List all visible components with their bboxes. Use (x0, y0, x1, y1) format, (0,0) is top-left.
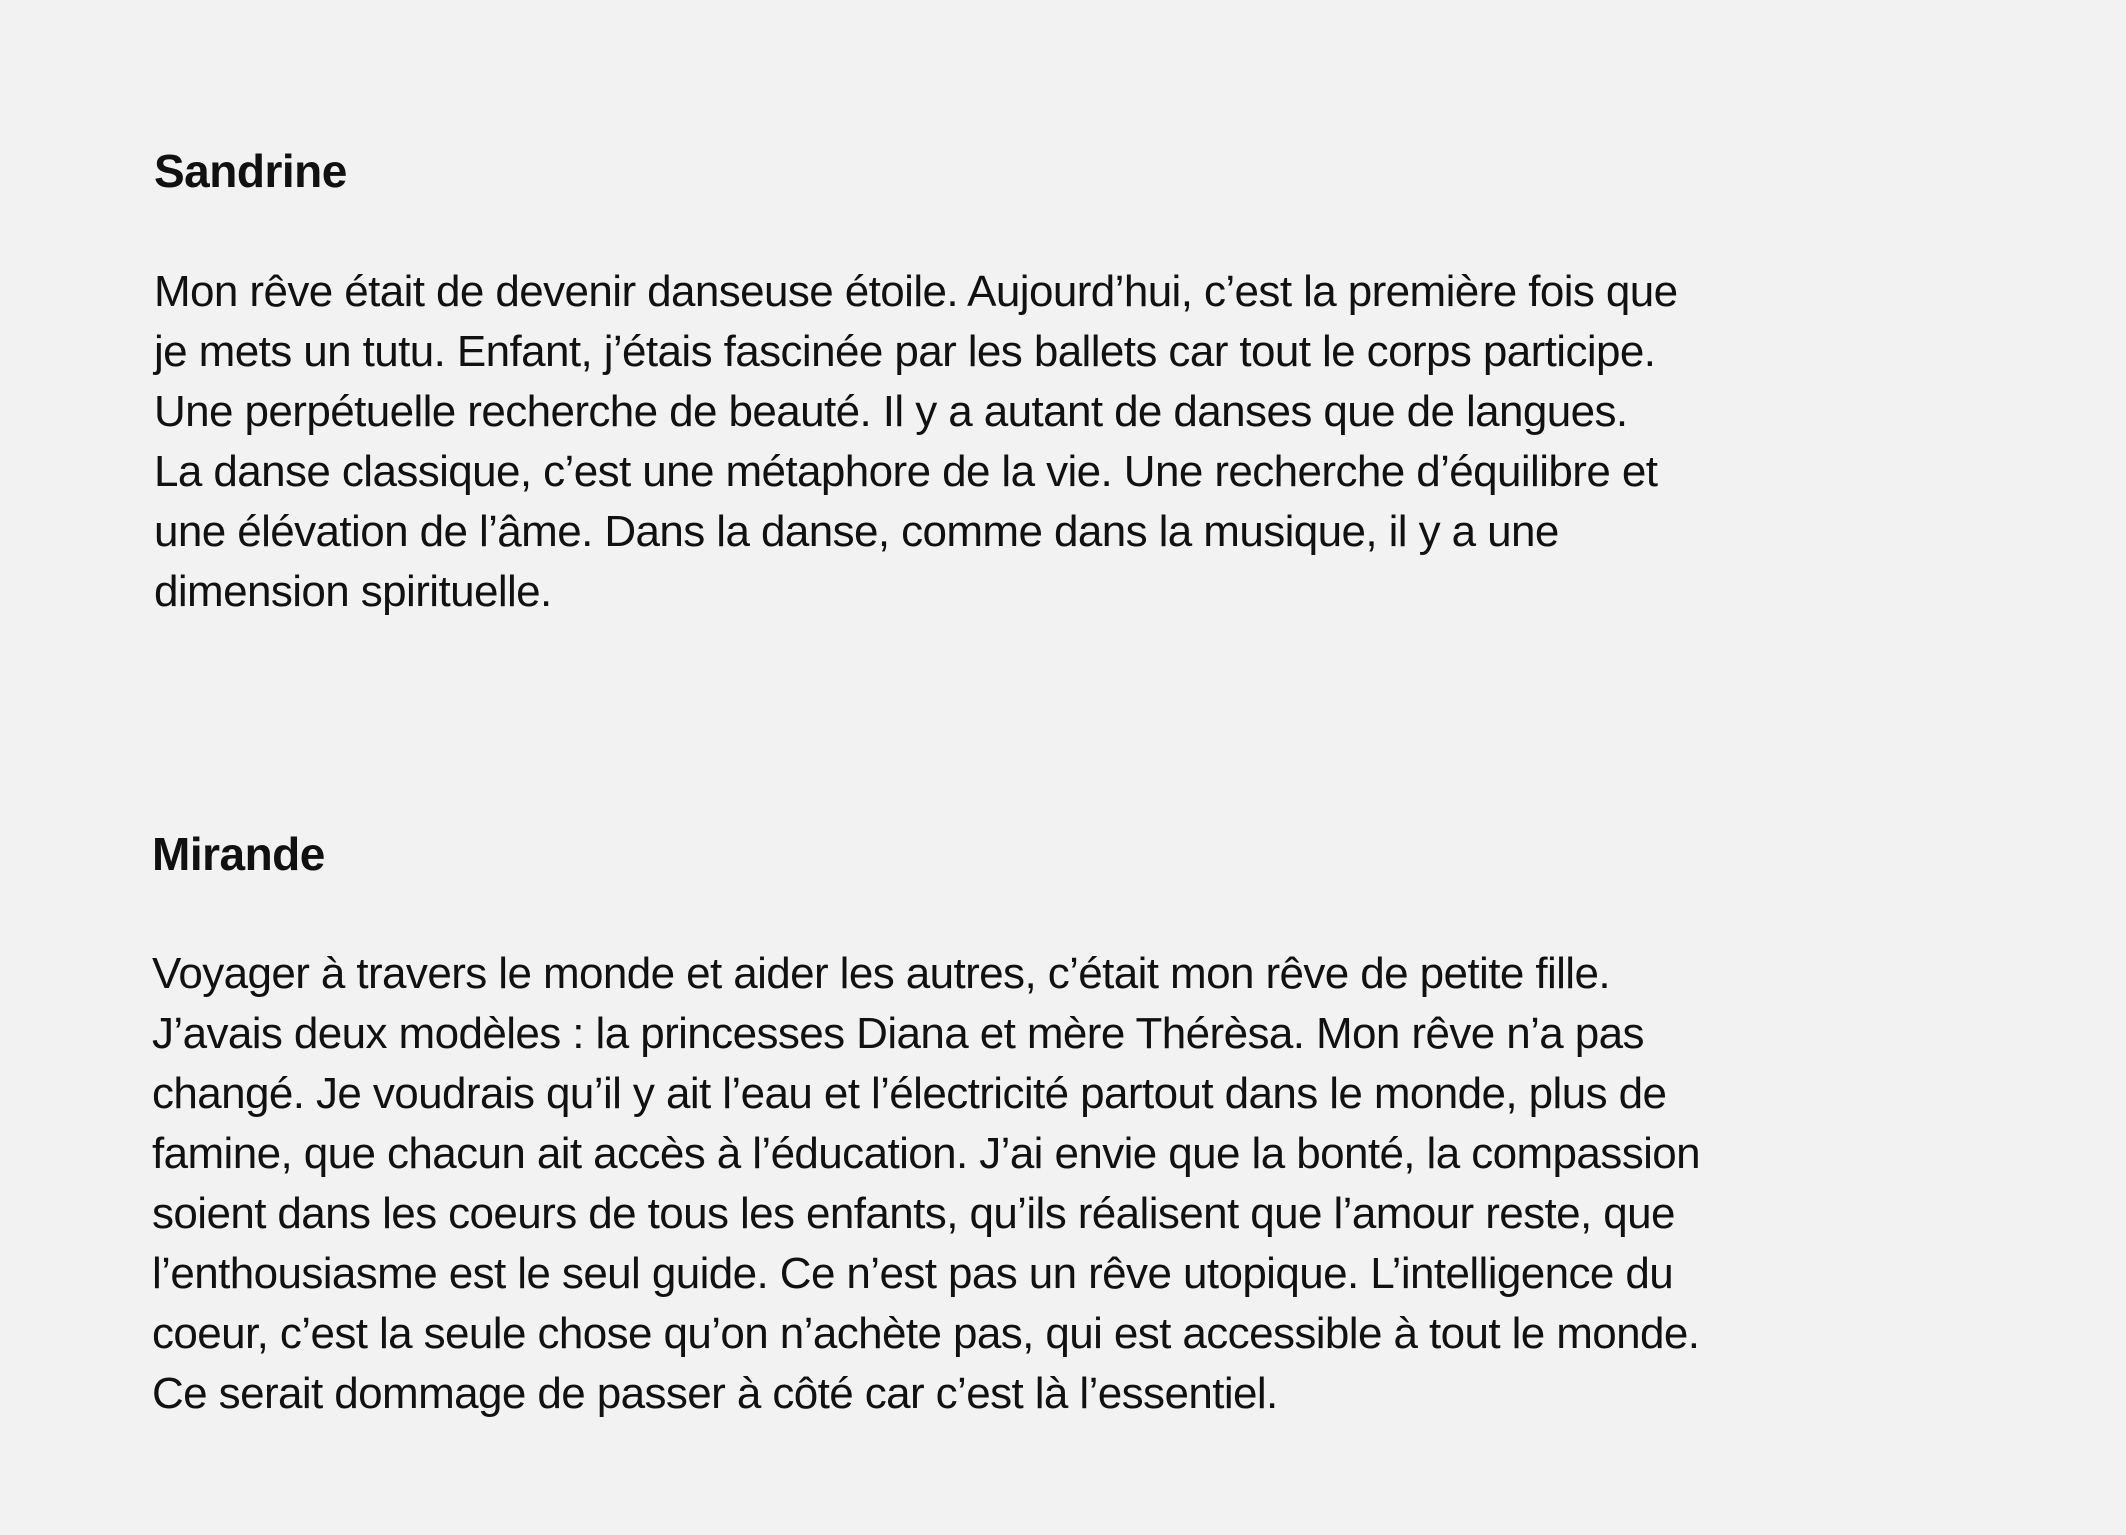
paragraph-line: Voyager à travers le monde et aider les autres, c’était mon rêve de petite fille. (152, 949, 1610, 998)
paragraph-line: coeur, c’est la seule chose qu’on n’achète pas, qui est accessible à tout le monde. (152, 1309, 1700, 1358)
paragraph-line: famine, que chacun ait accès à l’éducation. J’ai envie que la bonté, la compassion (152, 1129, 1701, 1178)
paragraph-line: soient dans les coeurs de tous les enfants, qu’ils réalisent que l’amour reste, que (152, 1189, 1675, 1238)
paragraph-line: Mon rêve était de devenir danseuse étoile. Aujourd’hui, c’est la première fois que (154, 267, 1678, 316)
paragraph-line: La danse classique, c’est une métaphore de la vie. Une recherche d’équilibre et (154, 447, 1658, 496)
paragraph-line: changé. Je voudrais qu’il y ait l’eau et l’électricité partout dans le monde, plus de (152, 1069, 1667, 1118)
person-name-heading: Mirande (152, 828, 325, 880)
paragraph-line: dimension spirituelle. (154, 567, 552, 616)
paragraph-line: une élévation de l’âme. Dans la danse, comme dans la musique, il y a une (154, 507, 1559, 556)
paragraph-line: Ce serait dommage de passer à côté car c’est là l’essentiel. (152, 1369, 1278, 1418)
person-name-heading: Sandrine (154, 145, 347, 197)
paragraph-line: je mets un tutu. Enfant, j’étais fascinée par les ballets car tout le corps participe. (154, 327, 1656, 376)
paragraph-line: J’avais deux modèles : la princesses Diana et mère Thérèsa. Mon rêve n’a pas (152, 1009, 1644, 1058)
paragraph-line: l’enthousiasme est le seul guide. Ce n’est pas un rêve utopique. L’intelligence du (152, 1249, 1674, 1298)
paragraph-line: Une perpétuelle recherche de beauté. Il y a autant de danses que de langues. (154, 387, 1628, 436)
